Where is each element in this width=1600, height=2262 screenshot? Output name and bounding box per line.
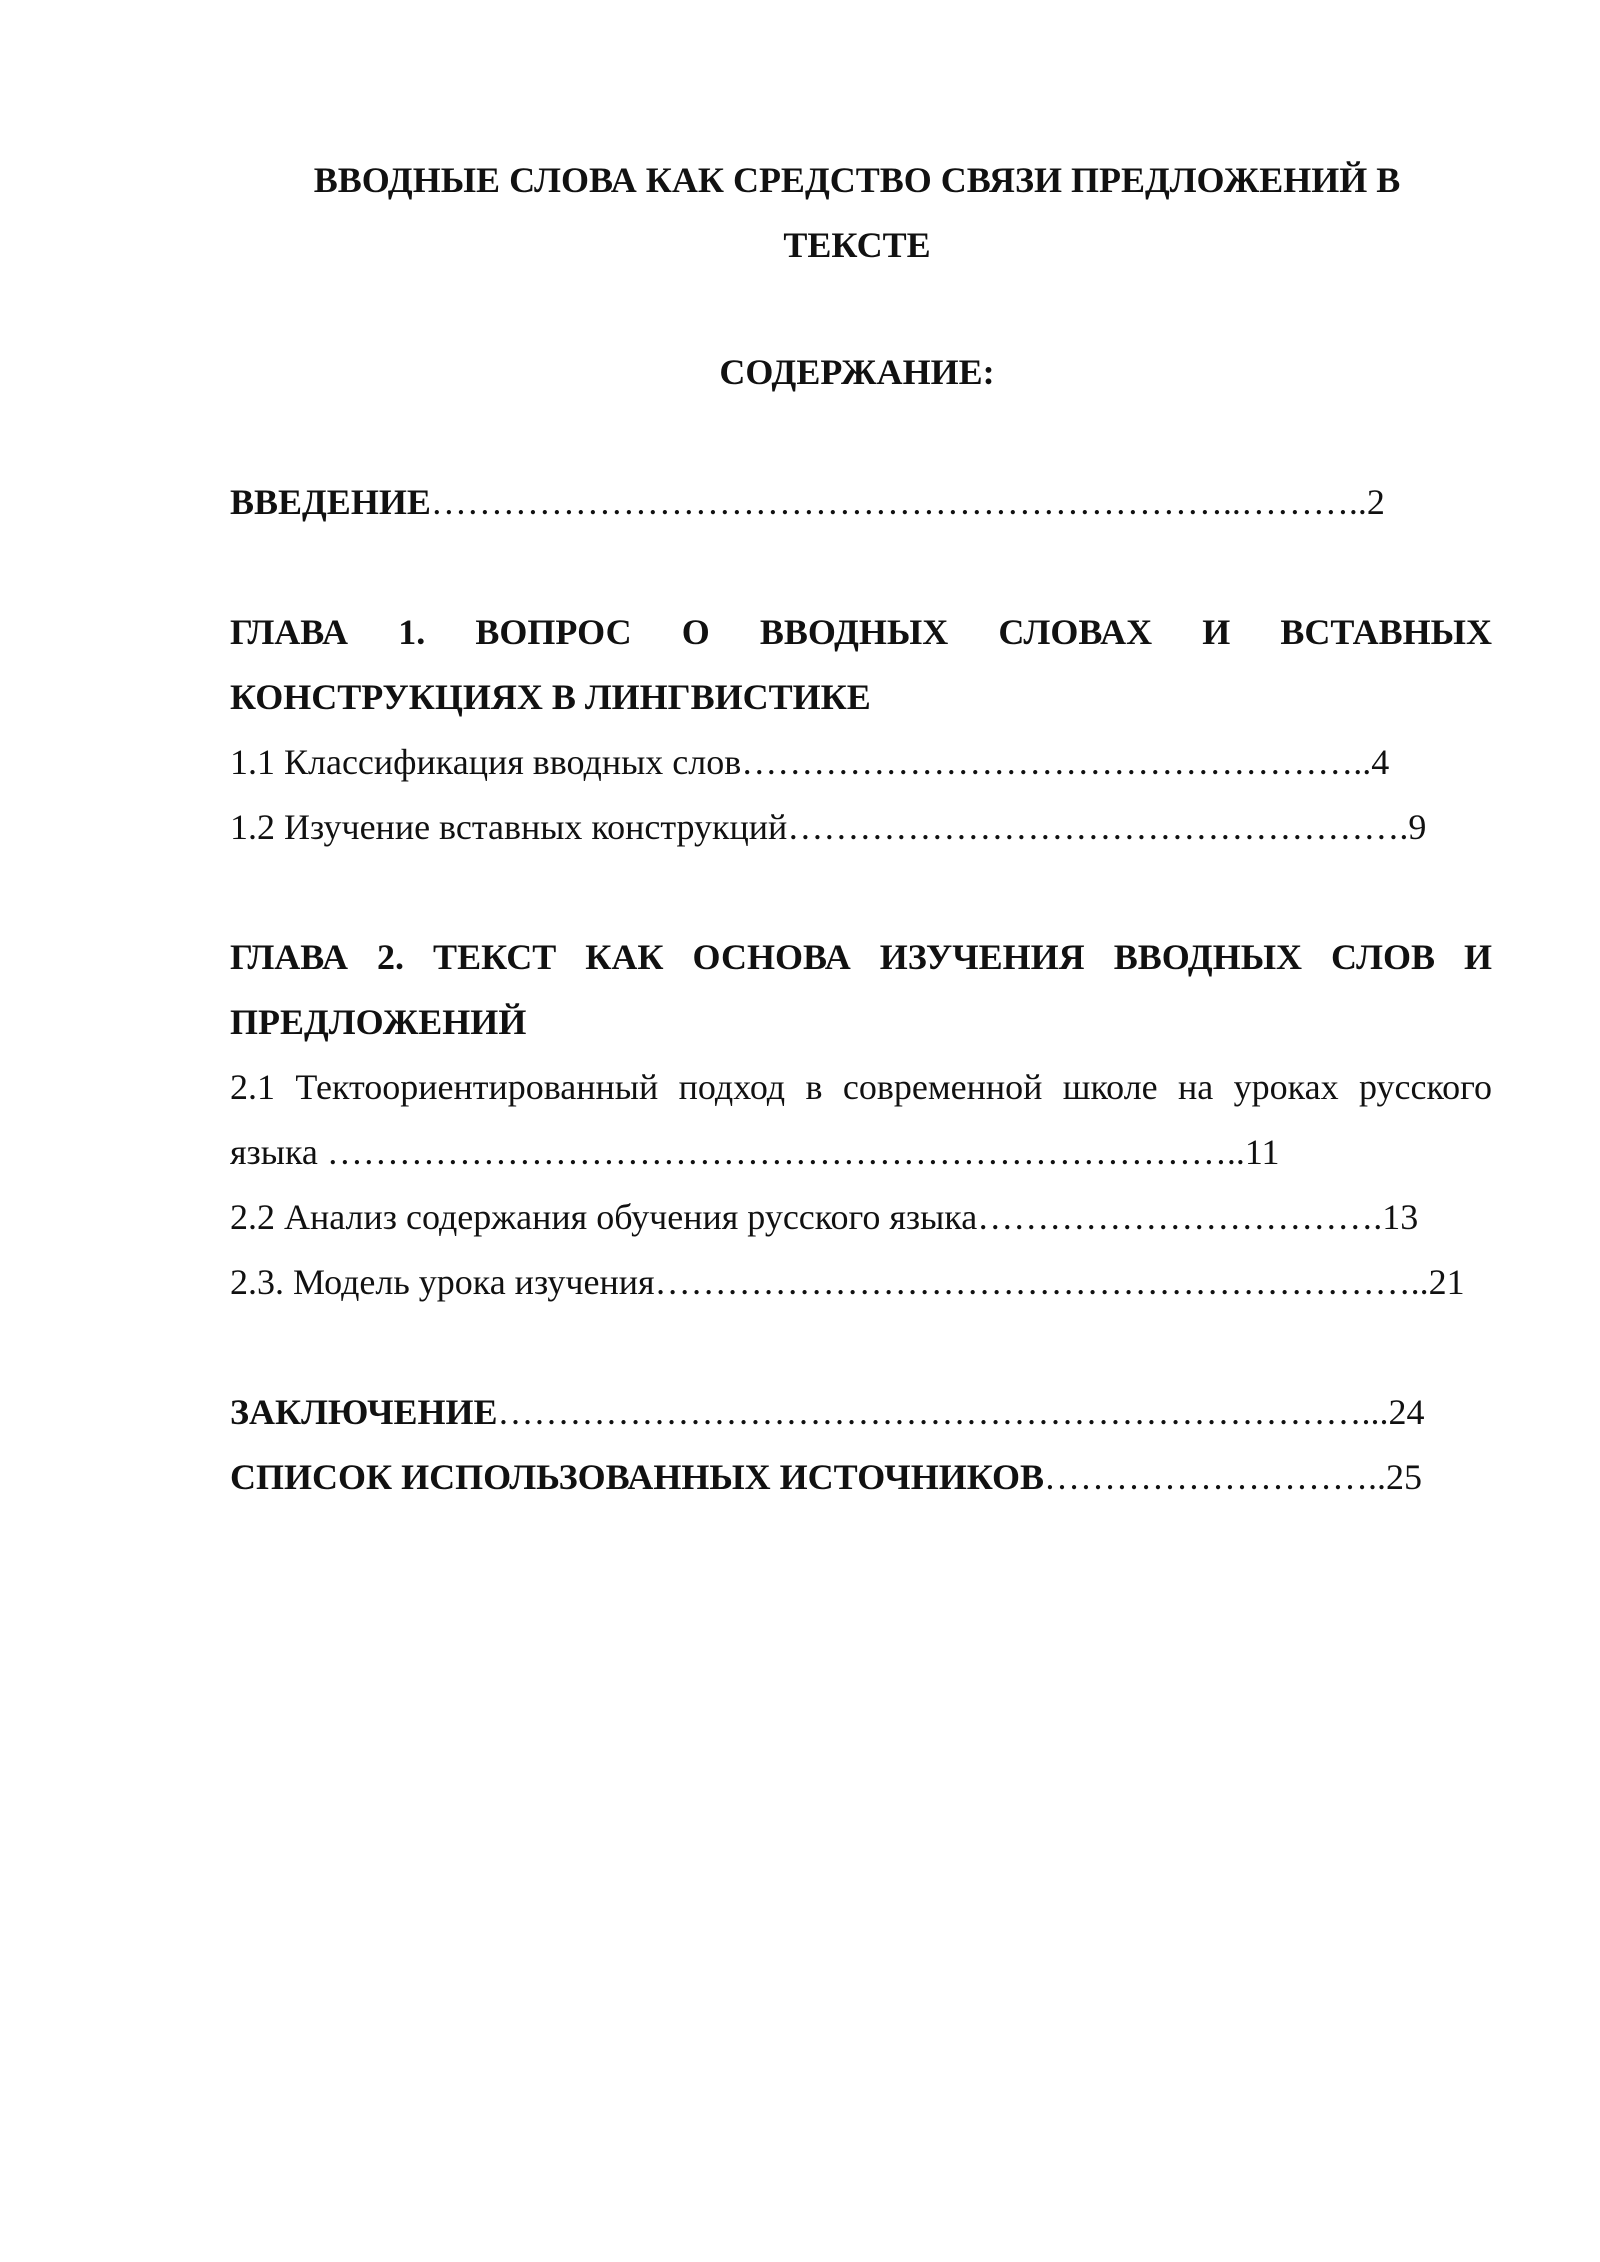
toc-conclusion-label: ЗАКЛЮЧЕНИЕ — [230, 1392, 498, 1432]
toc-entry-1-2 — [230, 795, 1492, 860]
toc-sources-leader: ……………………….. — [1043, 1457, 1386, 1497]
toc-2-2-page: 13 — [1382, 1197, 1419, 1237]
toc-intro-leader: …………………………………………………………..……….. — [430, 482, 1367, 522]
toc-sources-page: 25 — [1385, 1457, 1422, 1497]
chapter-1-line-2: КОНСТРУКЦИЯХ В ЛИНГВИСТИКЕ — [230, 677, 871, 717]
toc-2-3-label: 2.3. Модель урока изучения — [230, 1262, 655, 1302]
toc-sources-label: СПИСОК ИСПОЛЬЗОВАННЫХ ИСТОЧНИКОВ — [230, 1457, 1044, 1497]
toc-2-1-label: языка — [230, 1132, 327, 1172]
toc-entry-sources — [230, 1445, 1492, 1510]
toc-intro-page: 2 — [1366, 482, 1385, 522]
toc-1-1-label: 1.1 Классификация вводных слов — [230, 742, 742, 782]
toc-1-2-label: 1.2 Изучение вставных конструкций — [230, 807, 788, 847]
title-line-2: ТЕКСТЕ — [783, 225, 931, 265]
toc-1-2-page: 9 — [1408, 807, 1427, 847]
toc-1-1-page: 4 — [1371, 742, 1390, 782]
toc-2-1-leader: ………………………………………………………………….. — [326, 1132, 1245, 1172]
chapter-1-heading — [230, 600, 1492, 730]
toc-2-1-page: 11 — [1244, 1132, 1280, 1172]
toc-entry-2-1-line-2 — [230, 1120, 1492, 1185]
document-title — [230, 148, 1484, 278]
title-line-1: ВВОДНЫЕ СЛОВА КАК СРЕДСТВО СВЯЗИ ПРЕДЛОЖЕНИЙ В — [313, 160, 1401, 200]
toc-2-3-leader: ……………………………………………………….. — [654, 1262, 1429, 1302]
toc-1-2-leader: ……………………………………………. — [787, 807, 1409, 847]
toc-entry-1-1 — [230, 730, 1492, 795]
toc-entry-conclusion — [230, 1380, 1492, 1445]
toc-entry-2-3 — [230, 1250, 1492, 1315]
chapter-2-line-1: ГЛАВА 2. ТЕКСТ КАК ОСНОВА ИЗУЧЕНИЯ ВВОДНЫХ СЛОВ И — [230, 937, 1492, 977]
chapter-2-heading — [230, 925, 1492, 1055]
chapter-2-line-2: ПРЕДЛОЖЕНИЙ — [230, 1002, 527, 1042]
toc-conclusion-page: 24 — [1388, 1392, 1425, 1432]
toc-2-3-page: 21 — [1428, 1262, 1465, 1302]
toc-1-1-leader: …………………………………………….. — [741, 742, 1372, 782]
toc-entry-2-1-line-1: 2.1 Тектоориентированный подход в современной школе на уроках русского — [230, 1067, 1492, 1107]
toc-2-2-label: 2.2 Анализ содержания обучения русского языка — [230, 1197, 978, 1237]
chapter-1-line-1: ГЛАВА 1. ВОПРОС О ВВОДНЫХ СЛОВАХ И ВСТАВНЫХ — [230, 612, 1492, 652]
contents-heading: СОДЕРЖАНИЕ: — [719, 352, 995, 392]
toc-intro-label: ВВЕДЕНИЕ — [230, 482, 431, 522]
toc-entry-2-2 — [230, 1185, 1492, 1250]
toc-entry-intro — [230, 470, 1492, 535]
toc-2-2-leader: ……………………………. — [977, 1197, 1383, 1237]
toc-conclusion-leader: ………………………………………………………………... — [497, 1392, 1389, 1432]
